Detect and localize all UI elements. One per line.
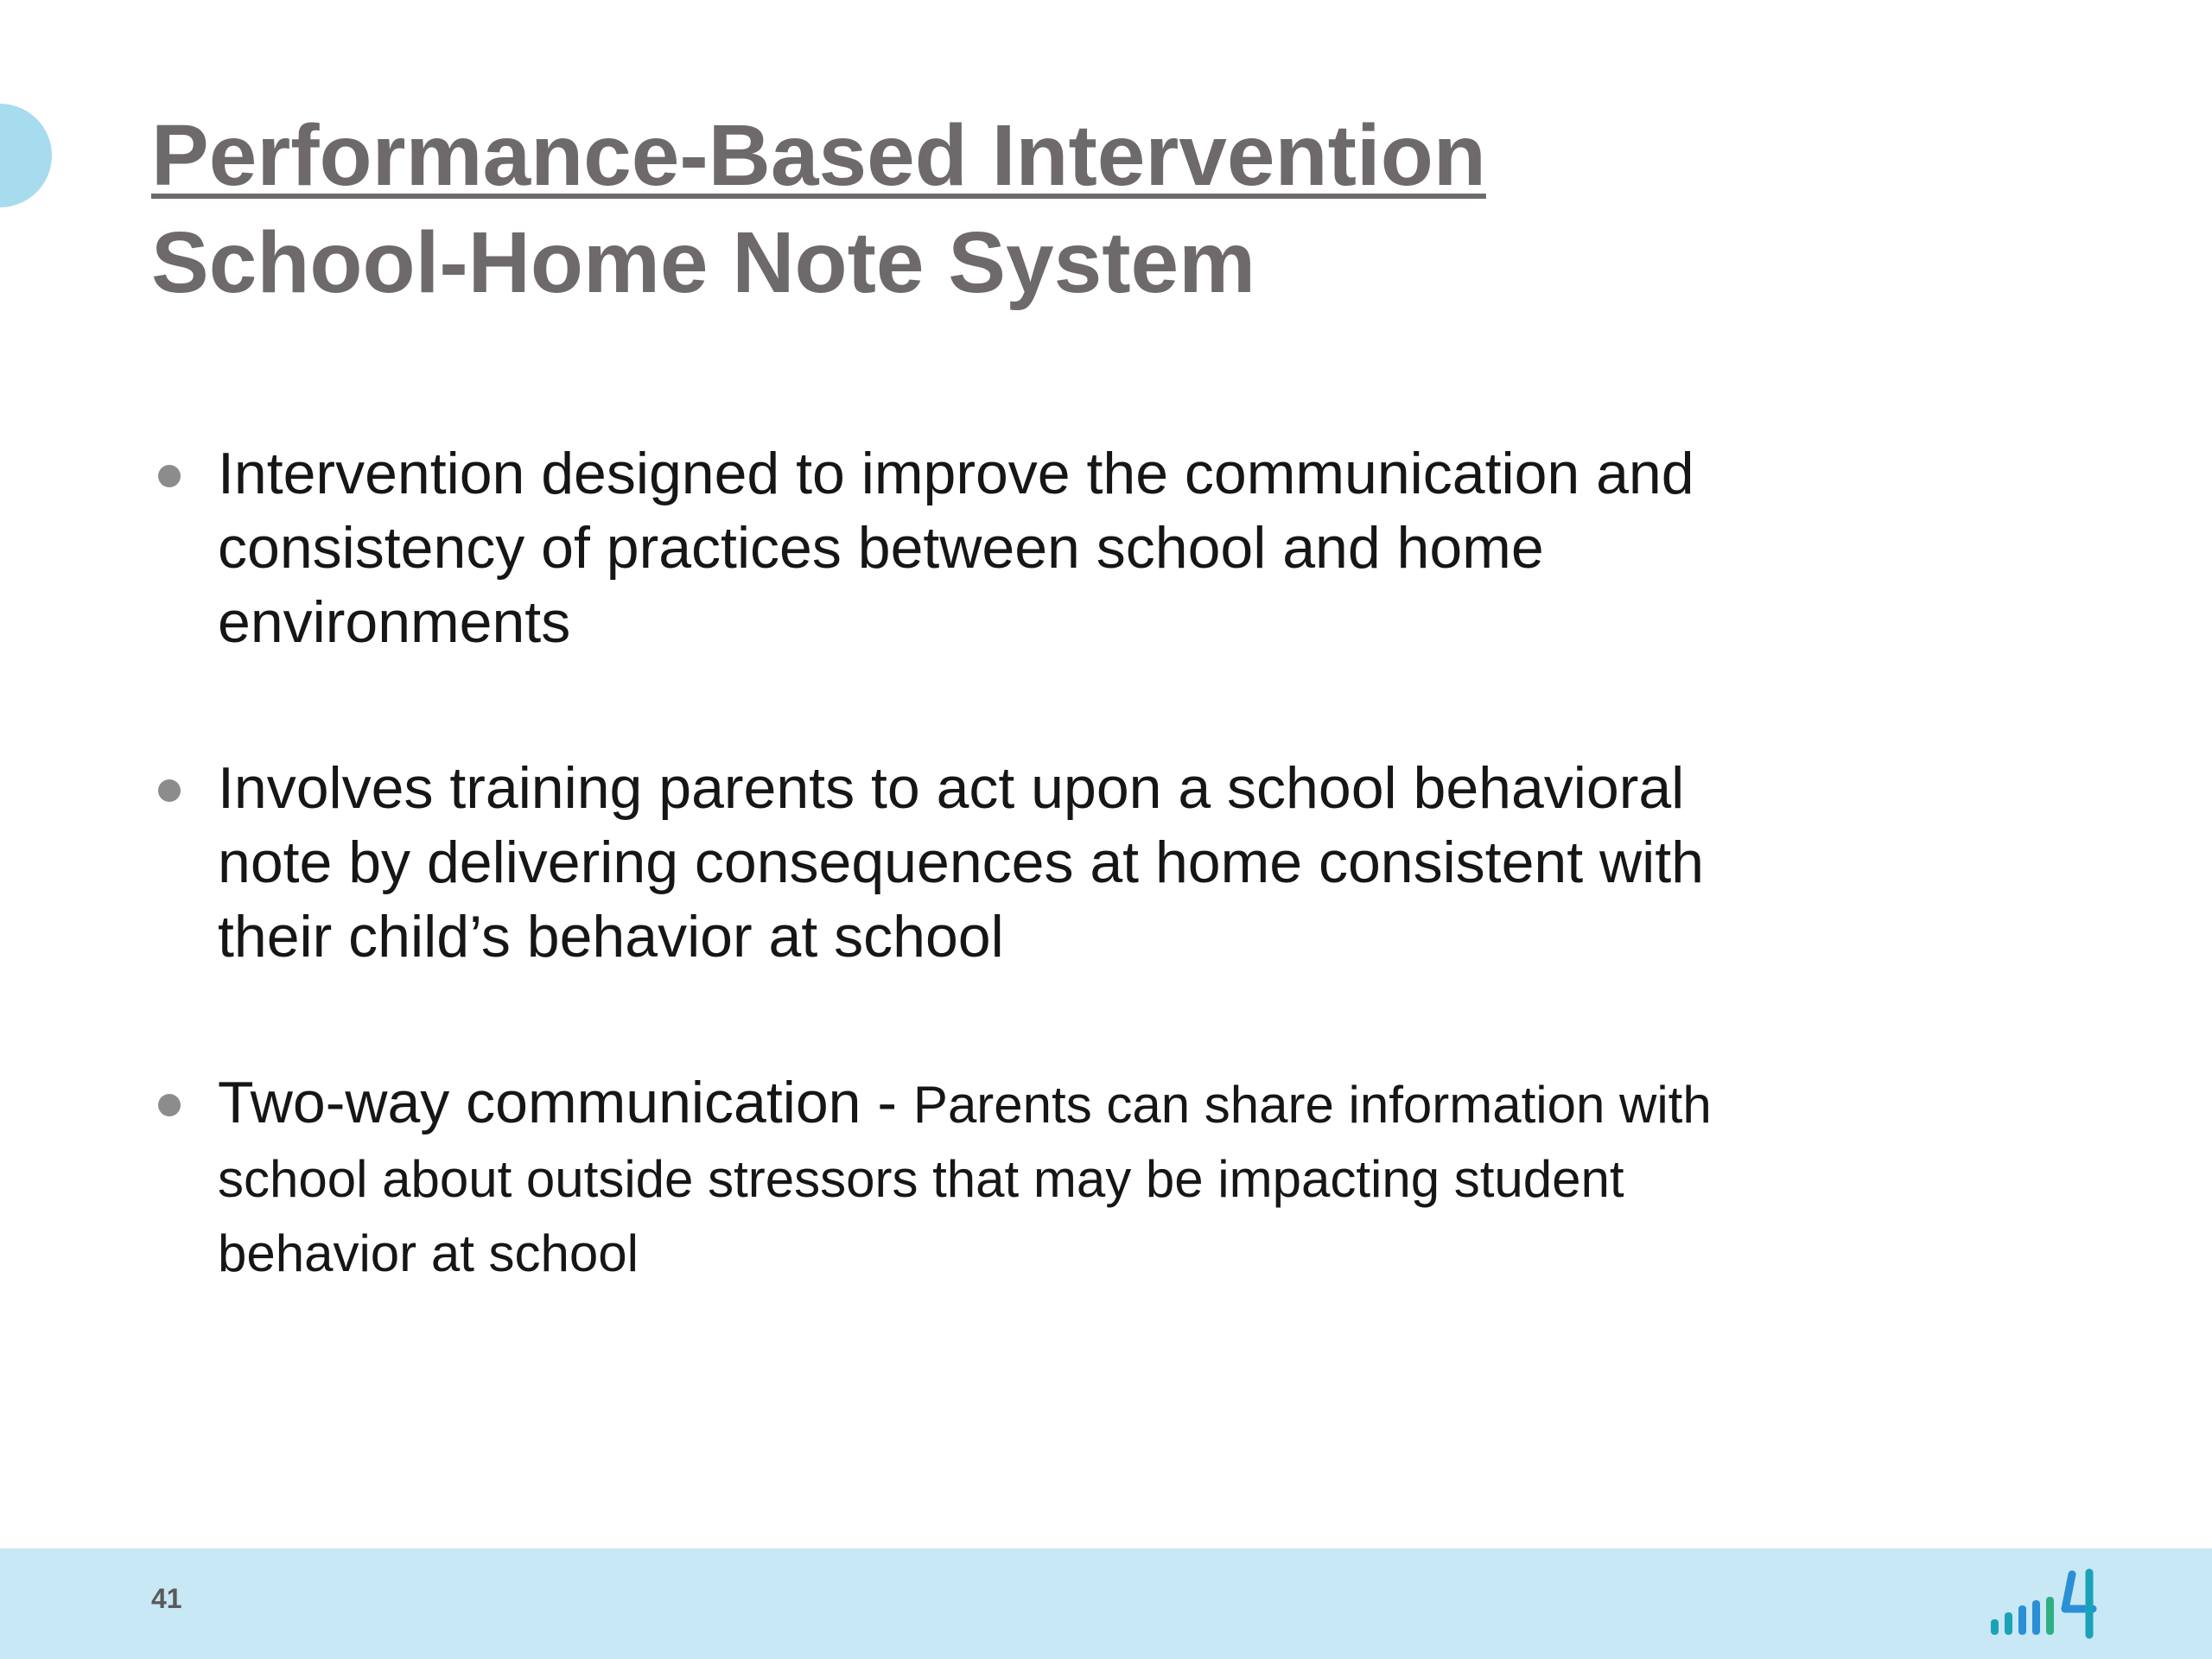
bullet-detail: Parents can share information with school about outside stressors that may be impacting student behavior at school	[218, 1076, 1712, 1282]
bullet-text: Intervention designed to improve the communication and consistency of practices between school and home environments	[218, 441, 1694, 655]
slide-title	[151, 102, 1486, 316]
bullet-list	[151, 436, 1793, 1288]
accent-circle	[0, 104, 52, 207]
title-line-1: Performance-Based Intervention	[151, 107, 1486, 204]
bullet-dot-icon	[158, 465, 181, 487]
page-number: 41	[151, 1583, 182, 1614]
bullet-dot-icon	[158, 1094, 181, 1116]
footer-band	[0, 1548, 2212, 1659]
title-line-2: School-Home Note System	[151, 214, 1256, 311]
bullet-dot-icon	[158, 779, 181, 802]
bullet-item	[151, 436, 1793, 659]
bullet-item	[151, 751, 1793, 974]
bullet-text: Involves training parents to act upon a school behavioral note by delivering consequences at home consistent with their child’s behavior at school	[218, 755, 1704, 969]
bullet-item	[151, 1065, 1793, 1288]
m4-logo-icon	[1987, 1566, 2108, 1642]
bullet-lead: Two-way communication -	[218, 1070, 913, 1135]
